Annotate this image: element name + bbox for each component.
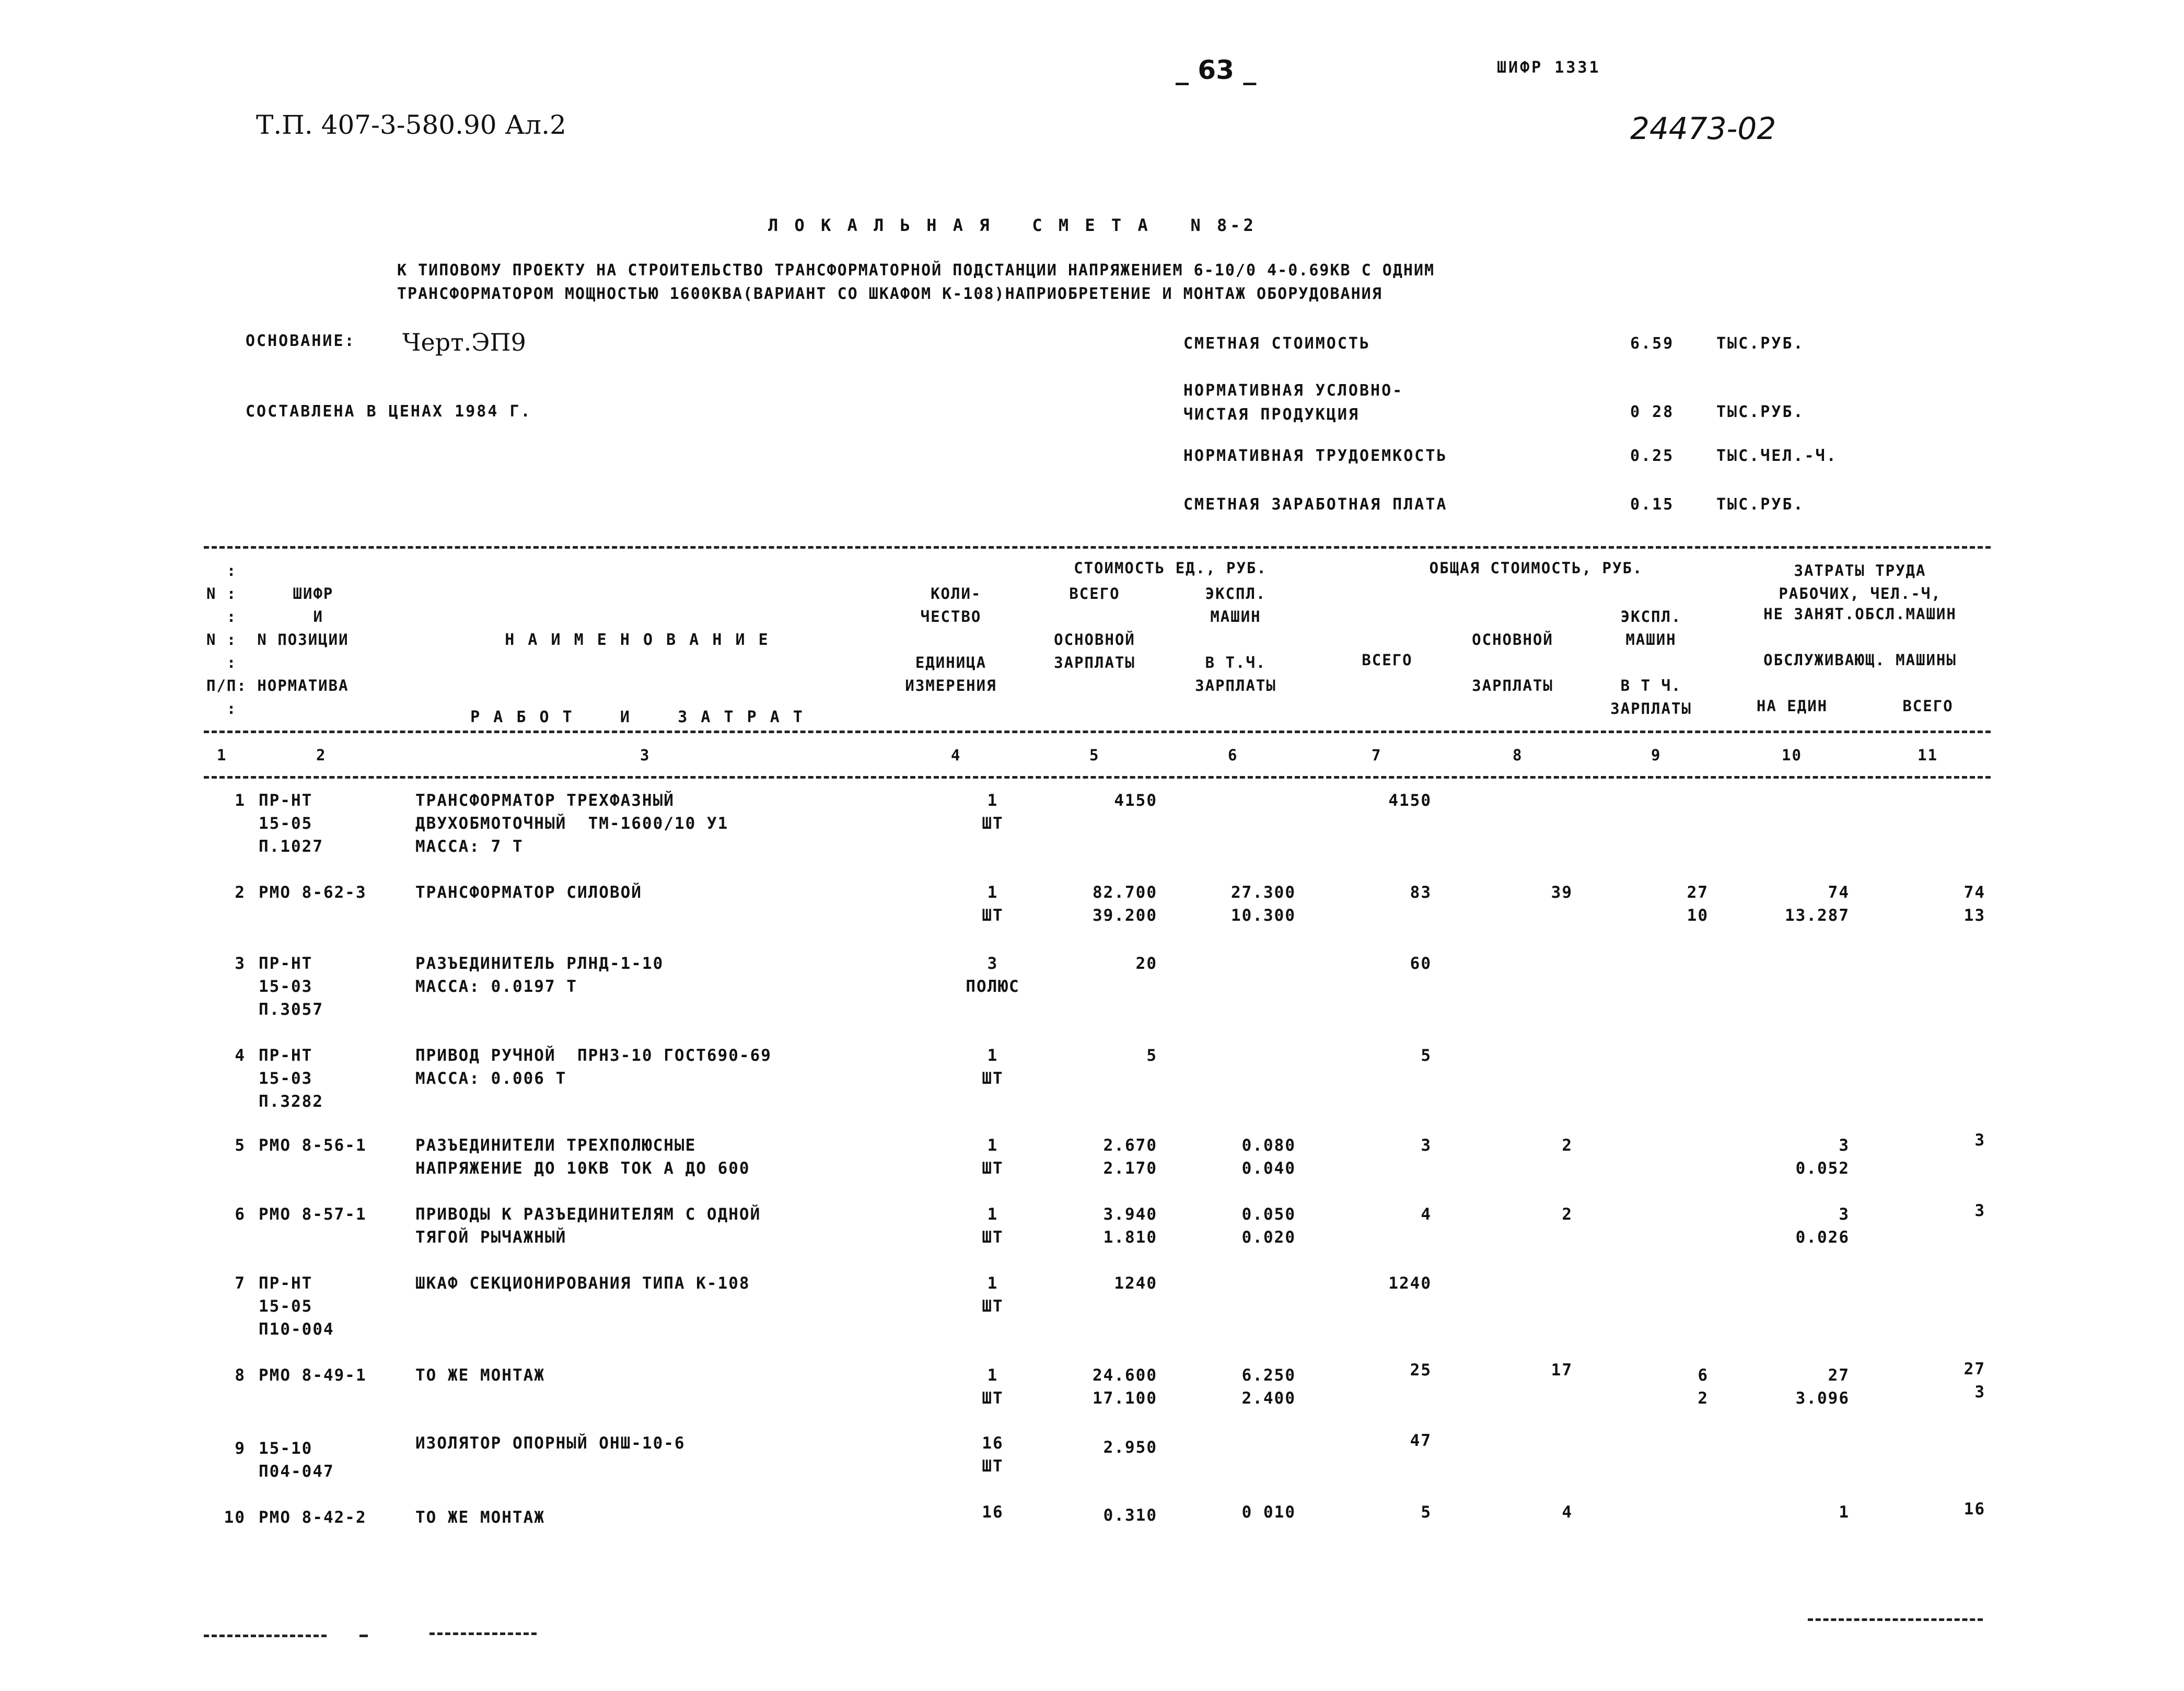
row-number: 10 xyxy=(224,1508,246,1527)
row-name: ШКАФ СЕКЦИОНИРОВАНИЯ ТИПА К-108 xyxy=(415,1274,750,1293)
row-total: 47 xyxy=(1410,1431,1432,1450)
col-number: 6 xyxy=(1228,746,1238,764)
row-quantity: 1 ШТ xyxy=(982,1136,1004,1178)
summary-label-wages: СМЕТНАЯ ЗАРАБОТНАЯ ПЛАТА xyxy=(1183,495,1448,514)
row-total-wages: 39 xyxy=(1551,883,1573,902)
row-unit-machines: 0.050 0.020 xyxy=(1241,1205,1296,1247)
row-total: 5 xyxy=(1421,1046,1432,1065)
header-labor-sub: НЕ ЗАНЯТ.ОБСЛ.МАШИН xyxy=(1763,605,1957,623)
row-code: РМО 8-62-3 xyxy=(259,883,367,902)
row-unit-total: 2.950 xyxy=(1103,1438,1157,1457)
col-number: 4 xyxy=(951,746,961,764)
row-quantity: 1 ШТ xyxy=(982,1046,1004,1088)
row-quantity: 16 xyxy=(982,1503,1004,1522)
row-unit-total: 2.670 2.170 xyxy=(1103,1136,1157,1178)
header-total-cost-title: ОБЩАЯ СТОИМОСТЬ, РУБ. xyxy=(1429,559,1643,577)
summary-unit-wages: ТЫС.РУБ. xyxy=(1716,495,1805,514)
row-labor-total: 3 xyxy=(1974,1131,1985,1150)
row-number: 2 xyxy=(235,883,246,902)
row-unit-machines: 27.300 10.300 xyxy=(1231,883,1296,925)
header-col-4: КОЛИ- ЧЕСТВО ЕДИНИЦА ИЗМЕРЕНИЯ xyxy=(905,585,997,694)
row-name: ТРАНСФОРМАТОР СИЛОВОЙ xyxy=(415,883,642,902)
row-total-wages: 2 xyxy=(1562,1136,1573,1155)
row-total: 1240 xyxy=(1388,1274,1432,1293)
basis-value: Черт.ЭП9 xyxy=(402,328,526,356)
col-number: 3 xyxy=(640,746,650,764)
header-col-5: ВСЕГО ОСНОВНОЙ ЗАРПЛАТЫ xyxy=(1054,585,1135,671)
summary-value-labor: 0.25 xyxy=(1630,447,1675,465)
header-col-11: ВСЕГО xyxy=(1902,697,1954,715)
row-quantity: 1 ШТ xyxy=(982,883,1004,925)
row-code: ПР-НТ 15-05 П.1027 xyxy=(259,791,323,856)
row-total: 60 xyxy=(1410,954,1432,973)
row-quantity: 3 ПОЛЮС xyxy=(966,954,1020,996)
footer-rule-right xyxy=(1808,1618,1983,1621)
summary-label-labor: НОРМАТИВНАЯ ТРУДОЕМКОСТЬ xyxy=(1183,447,1448,465)
row-name: ПРИВОД РУЧНОЙ ПРН3-10 ГОСТ690-69 МАССА: 0.006 Т xyxy=(415,1046,772,1088)
row-name: ТО ЖЕ МОНТАЖ xyxy=(415,1508,545,1527)
row-quantity: 16 ШТ xyxy=(982,1434,1004,1476)
table-top-rule xyxy=(204,546,1991,549)
row-labor-total: 27 3 xyxy=(1964,1360,1985,1402)
col-number: 1 xyxy=(217,746,227,764)
row-total-machines: 27 10 xyxy=(1687,883,1709,925)
row-labor-unit: 1 xyxy=(1839,1503,1850,1522)
summary-unit-labor: ТЫС.ЧЕЛ.-Ч. xyxy=(1716,447,1838,465)
row-unit-total: 20 xyxy=(1135,954,1157,973)
row-unit-total: 3.940 1.810 xyxy=(1103,1205,1157,1247)
col-number: 7 xyxy=(1372,746,1382,764)
estimate-title: Л О К А Л Ь Н А Я С М Е Т А N 8-2 xyxy=(768,215,1257,235)
header-labor-sub2: ОБСЛУЖИВАЮЩ. МАШИНЫ xyxy=(1763,651,1957,669)
row-number: 7 xyxy=(235,1274,246,1293)
row-code: РМО 8-56-1 xyxy=(259,1136,367,1155)
row-number: 8 xyxy=(235,1366,246,1385)
row-total-machines: 6 2 xyxy=(1698,1366,1709,1408)
subtitle-line-2: ТРАНСФОРМАТОРОМ МОЩНОСТЬЮ 1600КВА(ВАРИАНТ СО ШКАФОМ К-108)НАПРИОБРЕТЕНИЕ И МОНТАЖ ОБОРУДОВАНИЯ xyxy=(397,285,1383,303)
row-code: ПР-НТ 15-03 П.3057 xyxy=(259,954,323,1019)
row-number: 4 xyxy=(235,1046,246,1065)
summary-value-wages: 0.15 xyxy=(1630,495,1675,514)
numbers-bottom-rule xyxy=(204,776,1991,779)
basis-label: ОСНОВАНИЕ: xyxy=(246,332,356,350)
row-number: 3 xyxy=(235,954,246,973)
row-name: РАЗЪЕДИНИТЕЛИ ТРЕХПОЛЮСНЫЕ НАПРЯЖЕНИЕ ДО 10КВ ТОК А ДО 600 xyxy=(415,1136,750,1178)
row-code: РМО 8-57-1 xyxy=(259,1205,367,1224)
row-total-wages: 2 xyxy=(1562,1205,1573,1224)
header-col-9: ЭКСПЛ. МАШИН В Т Ч. ЗАРПЛАТЫ xyxy=(1610,608,1692,717)
row-labor-total: 74 13 xyxy=(1964,883,1985,925)
row-number: 1 xyxy=(235,791,246,810)
row-labor-total: 16 xyxy=(1964,1500,1985,1519)
document-number: 24473-02 xyxy=(1630,111,1776,146)
col-number: 9 xyxy=(1651,746,1662,764)
row-unit-machines: 0.080 0.040 xyxy=(1241,1136,1296,1178)
row-number: 6 xyxy=(235,1205,246,1224)
header-col-8: ОСНОВНОЙ ЗАРПЛАТЫ xyxy=(1472,631,1553,694)
row-quantity: 1 ШТ xyxy=(982,1205,1004,1247)
col-number: 8 xyxy=(1513,746,1523,764)
row-code: ПР-НТ 15-03 П.3282 xyxy=(259,1046,323,1111)
header-col-7: ВСЕГО xyxy=(1362,651,1413,669)
prices-note: СОСТАВЛЕНА В ЦЕНАХ 1984 Г. xyxy=(246,402,532,421)
footer-rule-left-b xyxy=(359,1635,368,1637)
summary-unit-cost: ТЫС.РУБ. xyxy=(1716,334,1805,353)
header-col-3: Н А И М Е Н О В А Н И Е Р А Б О Т И З А Т Р А Т xyxy=(470,631,805,726)
footer-rule-left-a xyxy=(204,1635,327,1637)
row-name: ТО ЖЕ МОНТАЖ xyxy=(415,1366,545,1385)
header-col-1: : N : : N : : П/П: : xyxy=(206,562,247,717)
page-number: _ 63 _ xyxy=(1176,55,1257,85)
header-col-10: НА ЕДИН xyxy=(1756,697,1828,715)
header-unit-cost-title: СТОИМОСТЬ ЕД., РУБ. xyxy=(1074,559,1267,577)
row-labor-unit: 3 0.026 xyxy=(1795,1205,1850,1247)
row-unit-total: 0.310 xyxy=(1103,1506,1157,1525)
summary-label-output: НОРМАТИВНАЯ УСЛОВНО- ЧИСТАЯ ПРОДУКЦИЯ xyxy=(1183,381,1404,424)
row-unit-total: 24.600 17.100 xyxy=(1093,1366,1157,1408)
row-total: 4 xyxy=(1421,1205,1432,1224)
col-number: 2 xyxy=(316,746,327,764)
row-name: ИЗОЛЯТОР ОПОРНЫЙ ОНШ-10-6 xyxy=(415,1434,686,1453)
row-unit-total: 5 xyxy=(1146,1046,1157,1065)
row-total: 3 xyxy=(1421,1136,1432,1155)
summary-value-output: 0 28 xyxy=(1630,403,1675,421)
header-col-6: ЭКСПЛ. МАШИН В Т.Ч. ЗАРПЛАТЫ xyxy=(1195,585,1276,694)
row-labor-total: 3 xyxy=(1974,1201,1985,1220)
col-number: 11 xyxy=(1918,746,1938,764)
footer-rule-left-c xyxy=(429,1632,537,1635)
row-labor-unit: 3 0.052 xyxy=(1795,1136,1850,1178)
summary-value-cost: 6.59 xyxy=(1630,334,1675,353)
row-quantity: 1 ШТ xyxy=(982,791,1004,833)
row-labor-unit: 74 13.287 xyxy=(1785,883,1850,925)
row-code: РМО 8-49-1 xyxy=(259,1366,367,1385)
row-unit-total: 4150 xyxy=(1114,791,1157,810)
row-unit-machines: 0 010 xyxy=(1241,1503,1296,1522)
row-name: РАЗЪЕДИНИТЕЛЬ РЛНД-1-10 МАССА: 0.0197 Т xyxy=(415,954,664,996)
row-quantity: 1 ШТ xyxy=(982,1366,1004,1408)
row-unit-machines: 6.250 2.400 xyxy=(1241,1366,1296,1408)
row-unit-total: 82.700 39.200 xyxy=(1093,883,1157,925)
row-total: 25 xyxy=(1410,1361,1432,1380)
row-unit-total: 1240 xyxy=(1114,1274,1157,1293)
row-total-wages: 17 xyxy=(1551,1361,1573,1380)
row-number: 9 xyxy=(235,1439,246,1458)
row-number: 5 xyxy=(235,1136,246,1155)
row-labor-unit: 27 3.096 xyxy=(1795,1366,1850,1408)
summary-unit-output: ТЫС.РУБ. xyxy=(1716,403,1805,421)
col-number: 5 xyxy=(1089,746,1100,764)
row-total-wages: 4 xyxy=(1562,1503,1573,1522)
col-number: 10 xyxy=(1782,746,1802,764)
row-code: РМО 8-42-2 xyxy=(259,1508,367,1527)
header-labor-title: ЗАТРАТЫ ТРУДА РАБОЧИХ, ЧЕЛ.-Ч, xyxy=(1779,562,1942,603)
row-code: 15-10 П04-047 xyxy=(259,1439,334,1481)
row-name: ТРАНСФОРМАТОР ТРЕХФАЗНЫЙ ДВУХОБМОТОЧНЫЙ ТМ-1600/10 У1 МАССА: 7 Т xyxy=(415,791,729,856)
row-total: 4150 xyxy=(1388,791,1432,810)
row-quantity: 1 ШТ xyxy=(982,1274,1004,1316)
row-name: ПРИВОДЫ К РАЗЪЕДИНИТЕЛЯМ С ОДНОЙ ТЯГОЙ РЫЧАЖНЫЙ xyxy=(415,1205,761,1247)
code-stamp: ШИФР 1331 xyxy=(1497,59,1601,77)
header-col-2: ШИФР И N ПОЗИЦИИ НОРМАТИВА xyxy=(257,585,349,694)
row-total: 83 xyxy=(1410,883,1432,902)
subtitle-line-1: К ТИПОВОМУ ПРОЕКТУ НА СТРОИТЕЛЬСТВО ТРАНСФОРМАТОРНОЙ ПОДСТАНЦИИ НАПРЯЖЕНИЕМ 6-10/0 4-0.69КВ С ОДНИМ xyxy=(397,261,1435,280)
row-code: ПР-НТ 15-05 П10-004 xyxy=(259,1274,334,1339)
project-reference: Т.П. 407-3-580.90 Ал.2 xyxy=(256,110,566,140)
summary-label-cost: СМЕТНАЯ СТОИМОСТЬ xyxy=(1183,334,1371,353)
row-total: 5 xyxy=(1421,1503,1432,1522)
